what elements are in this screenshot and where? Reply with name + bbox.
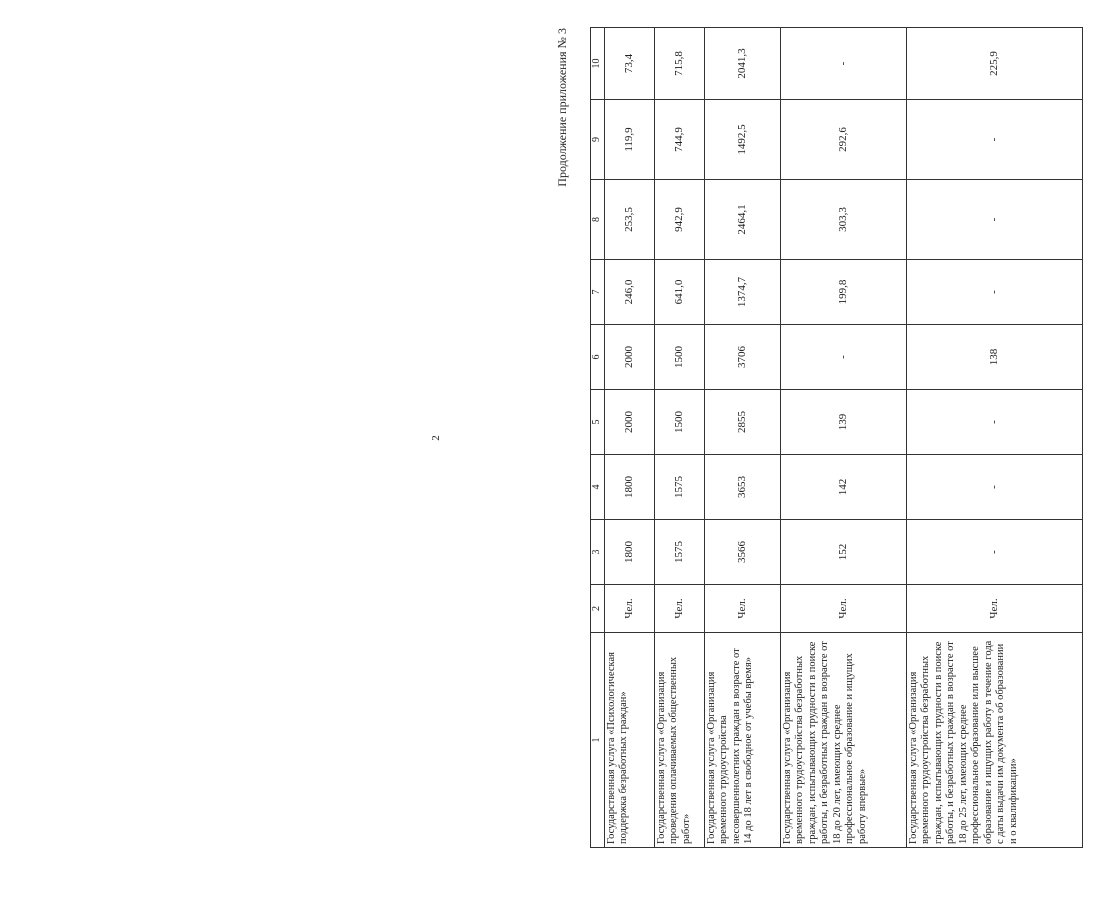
table-row: [780, 28, 906, 848]
appendix-continuation-note: Продолжение приложения № 3: [555, 28, 569, 187]
value-cell: 292,6: [780, 100, 906, 180]
service-description: Государственная услуга «Психологическая поддержка безработных граждан»: [604, 633, 654, 848]
value-cell: 2000: [604, 390, 654, 455]
column-header: 6: [591, 325, 605, 390]
service-description: Государственная услуга «Организация проведения оплачиваемых общественных работ»: [654, 633, 704, 848]
value-cell: -: [906, 390, 1082, 455]
unit-cell: Чел.: [654, 585, 704, 633]
value-cell: 246,0: [604, 260, 654, 325]
page-number: 2: [430, 435, 442, 441]
service-description: Государственная услуга «Организация временного трудоустройства безработных граждан, испытывающих трудности в поиске работы, и безработных граждан в возрасте от 18 до 25 лет, имеющих среднее профессиональное образование или высшее образование и ищущих работу в течение года с даты выдачи им документа об образовании и о квалификации»: [906, 633, 1082, 848]
value-cell: 199,8: [780, 260, 906, 325]
value-cell: 303,3: [780, 180, 906, 260]
column-header: 2: [591, 585, 605, 633]
value-cell: 3653: [704, 455, 780, 520]
value-cell: 1500: [654, 325, 704, 390]
unit-cell: Чел.: [906, 585, 1082, 633]
value-cell: 253,5: [604, 180, 654, 260]
service-description: Государственная услуга «Организация временного трудоустройства безработных граждан, испытывающих трудности в поиске работы, и безработных граждан в возрасте от 18 до 20 лет, имеющих среднее профессиональное образование и ищущих работу впервые»: [780, 633, 906, 848]
value-cell: 1800: [604, 520, 654, 585]
column-header: 1: [591, 633, 605, 848]
value-cell: 73,4: [604, 28, 654, 100]
rotated-page: [430, 28, 1110, 848]
value-cell: 1800: [604, 455, 654, 520]
value-cell: 3706: [704, 325, 780, 390]
value-cell: -: [906, 260, 1082, 325]
value-cell: 2000: [604, 325, 654, 390]
column-header: 3: [591, 520, 605, 585]
value-cell: 3566: [704, 520, 780, 585]
table-row: [604, 28, 654, 848]
value-cell: 641,0: [654, 260, 704, 325]
column-number-row: [591, 28, 605, 848]
value-cell: 2855: [704, 390, 780, 455]
value-cell: -: [906, 520, 1082, 585]
value-cell: 1492,5: [704, 100, 780, 180]
column-header: 5: [591, 390, 605, 455]
value-cell: 1374,7: [704, 260, 780, 325]
value-cell: 138: [906, 325, 1082, 390]
value-cell: 942,9: [654, 180, 704, 260]
value-cell: -: [780, 28, 906, 100]
service-description: Государственная услуга «Организация временного трудоустройства несовершеннолетних граждан в возрасте от 14 до 18 лет в свободное от учебы время»: [704, 633, 780, 848]
value-cell: -: [780, 325, 906, 390]
column-header: 7: [591, 260, 605, 325]
value-cell: 119,9: [604, 100, 654, 180]
value-cell: 2464,1: [704, 180, 780, 260]
value-cell: 2041,3: [704, 28, 780, 100]
value-cell: 139: [780, 390, 906, 455]
value-cell: -: [906, 180, 1082, 260]
column-header: 8: [591, 180, 605, 260]
value-cell: 1575: [654, 520, 704, 585]
value-cell: 1575: [654, 455, 704, 520]
column-header: 10: [591, 28, 605, 100]
value-cell: 715,8: [654, 28, 704, 100]
table-row: [906, 28, 1082, 848]
value-cell: 744,9: [654, 100, 704, 180]
column-header: 9: [591, 100, 605, 180]
value-cell: 1500: [654, 390, 704, 455]
budget-table: [590, 27, 1083, 848]
table-row: [654, 28, 704, 848]
value-cell: 142: [780, 455, 906, 520]
value-cell: 152: [780, 520, 906, 585]
value-cell: -: [906, 100, 1082, 180]
unit-cell: Чел.: [604, 585, 654, 633]
value-cell: 225,9: [906, 28, 1082, 100]
column-header: 4: [591, 455, 605, 520]
unit-cell: Чел.: [704, 585, 780, 633]
table-row: [704, 28, 780, 848]
value-cell: -: [906, 455, 1082, 520]
unit-cell: Чел.: [780, 585, 906, 633]
